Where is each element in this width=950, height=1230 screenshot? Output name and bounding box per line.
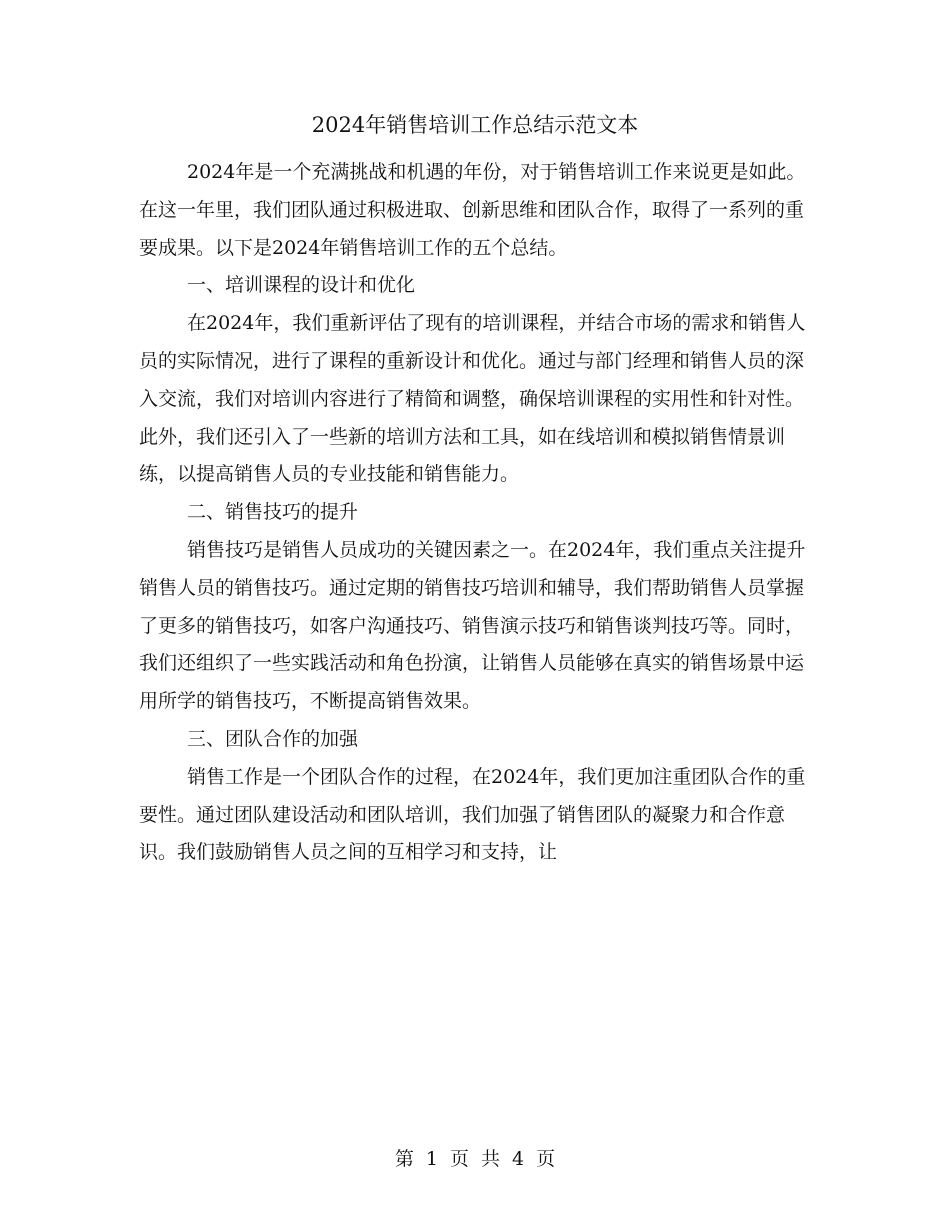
section-paragraph-1: 在2024年，我们重新评估了现有的培训课程，并结合市场的需求和销售人员的实际情况，进行了课程的重新设计和优化。通过与部门经理和销售人员的深入交流，我们对培训内容进行了精简和调整，确保培训课程的实用性和针对性。此外，我们还引入了一些新的培训方法和工具，如在线培训和模拟销售情景训练，以提高销售人员的专业技能和销售能力。: [139, 312, 806, 486]
section-paragraph-3: 销售工作是一个团队合作的过程，在2024年，我们更加注重团队合作的重要性。通过团队建设活动和团队培训，我们加强了销售团队的凝聚力和合作意识。我们鼓励销售人员之间的互相学习和支持，让: [139, 765, 806, 864]
section-heading-2: 二、销售技巧的提升: [187, 501, 359, 524]
intro-paragraph: 2024年是一个充满挑战和机遇的年份，对于销售培训工作来说更是如此。在这一年里，我们团队通过积极进取、创新思维和团队合作，取得了一系列的重要成果。以下是2024年销售培训工作的五个总结。: [139, 161, 806, 259]
page-number-footer: 第 1 页 共 4 页: [394, 1148, 556, 1170]
section-heading-1: 一、培训课程的设计和优化: [187, 274, 416, 297]
document-title: 2024年销售培训工作总结示范文本: [311, 113, 639, 137]
document-body: [139, 154, 811, 872]
section-paragraph-2: 销售技巧是销售人员成功的关键因素之一。在2024年，我们重点关注提升销售人员的销售技巧。通过定期的销售技巧培训和辅导，我们帮助销售人员掌握了更多的销售技巧，如客户沟通技巧、销售演示技巧和销售谈判技巧等。同时，我们还组织了一些实践活动和角色扮演，让销售人员能够在真实的销售场景中运用所学的销售技巧，不断提高销售效果。: [139, 538, 806, 713]
section-heading-3: 三、团队合作的加强: [187, 727, 359, 750]
